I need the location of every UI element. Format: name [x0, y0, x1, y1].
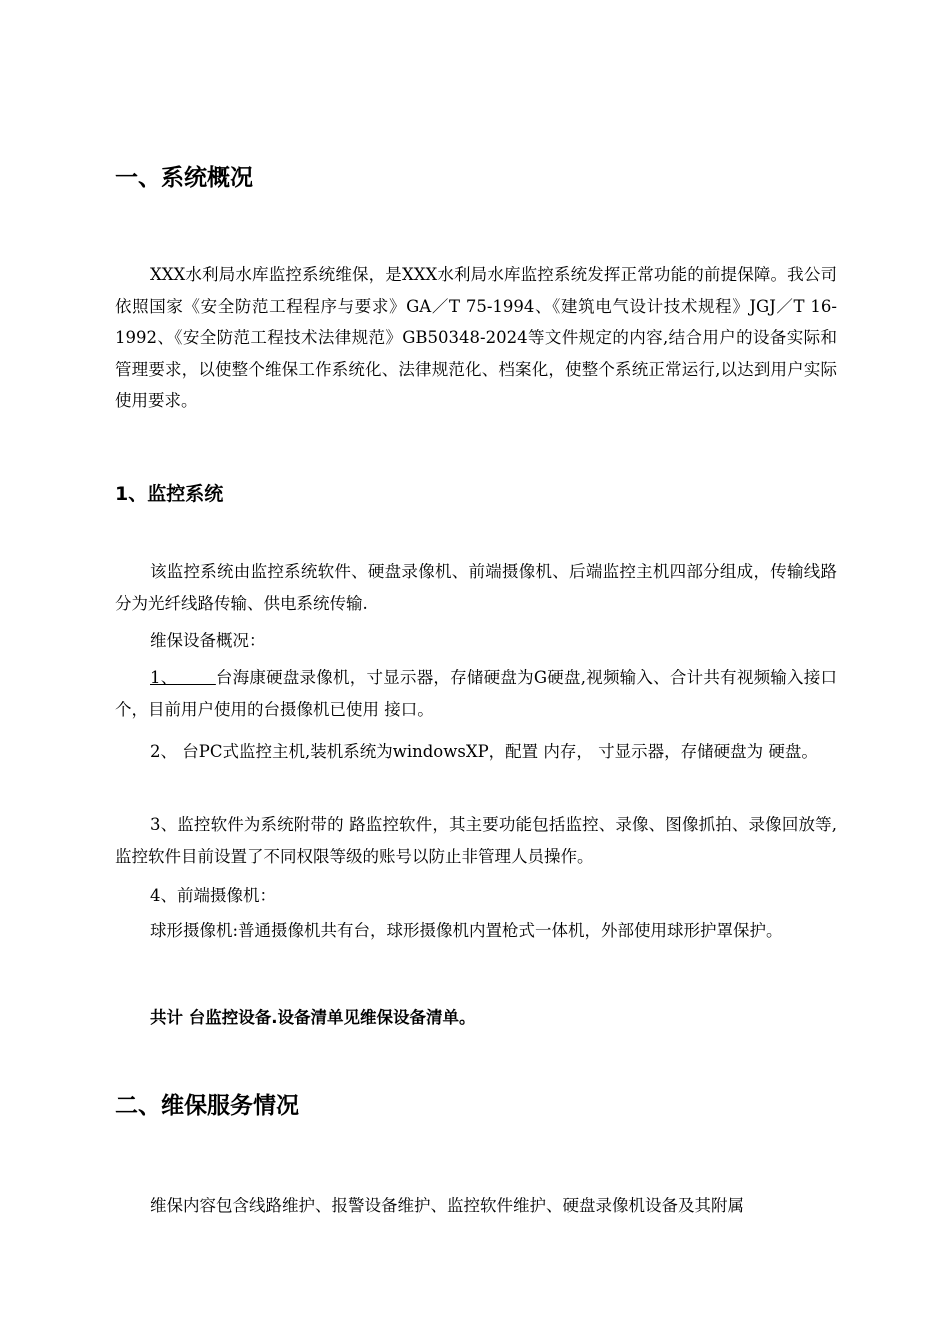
- section-heading-overview: 一、系统概况: [115, 165, 253, 191]
- item-1-blank: [177, 668, 215, 687]
- equipment-total: 共计 台监控设备.设备清单见维保设备清单。: [150, 1008, 476, 1027]
- camera-description: 球形摄像机:普通摄像机共有台，球形摄像机内置枪式一体机，外部使用球形护罩保护。: [150, 921, 783, 940]
- item-1-text: 台海康硬盘录像机，寸显示器，存储硬盘为G硬盘,视频输入、合计共有视频输入接口个，目前用户使用的台摄像机已使用 接口。: [115, 668, 838, 719]
- equipment-overview-label: 维保设备概况：: [150, 631, 266, 650]
- monitoring-paragraph: 该监控系统由监控系统软件、硬盘录像机、前端摄像机、后端监控主机四部分组成，传输线路分为光纤线路传输、供电系统传输.: [115, 562, 837, 613]
- equipment-item-4: 4、前端摄像机：: [150, 886, 276, 905]
- equipment-item-1: [115, 662, 837, 725]
- maintenance-paragraph: 维保内容包含线路维护、报警设备维护、监控软件维护、硬盘录像机设备及其附属: [150, 1196, 744, 1215]
- subsection-heading-monitoring: 1、监控系统: [115, 483, 224, 505]
- equipment-item-3: 3、监控软件为系统附带的 路监控软件，其主要功能包括监控、录像、图像抓拍、录像回放等,监控软件目前设置了不同权限等级的账号以防止非管理人员操作。: [115, 815, 837, 866]
- section-heading-maintenance: 二、维保服务情况: [115, 1093, 299, 1119]
- equipment-item-2: 2、 台PC式监控主机,装机系统为windowsXP，配置 内存， 寸显示器，存储硬盘为 硬盘。: [150, 742, 818, 761]
- overview-paragraph: XXX水利局水库监控系统维保，是XXX水利局水库监控系统发挥正常功能的前提保障。我公司依照国家《安全防范工程程序与要求》GA／T 75-1994、《建筑电气设计技术规程》JGJ／T 16-1992、《安全防范工程技术法律规范》GB50348-2024等文件规定的内容,结合用户的设备实际和管理要求，以使整个维保工作系统化、法律规范化、档案化，使整个系统正常运行,以达到用户实际使用要求。: [115, 265, 837, 410]
- item-1-number: 1、: [150, 668, 178, 687]
